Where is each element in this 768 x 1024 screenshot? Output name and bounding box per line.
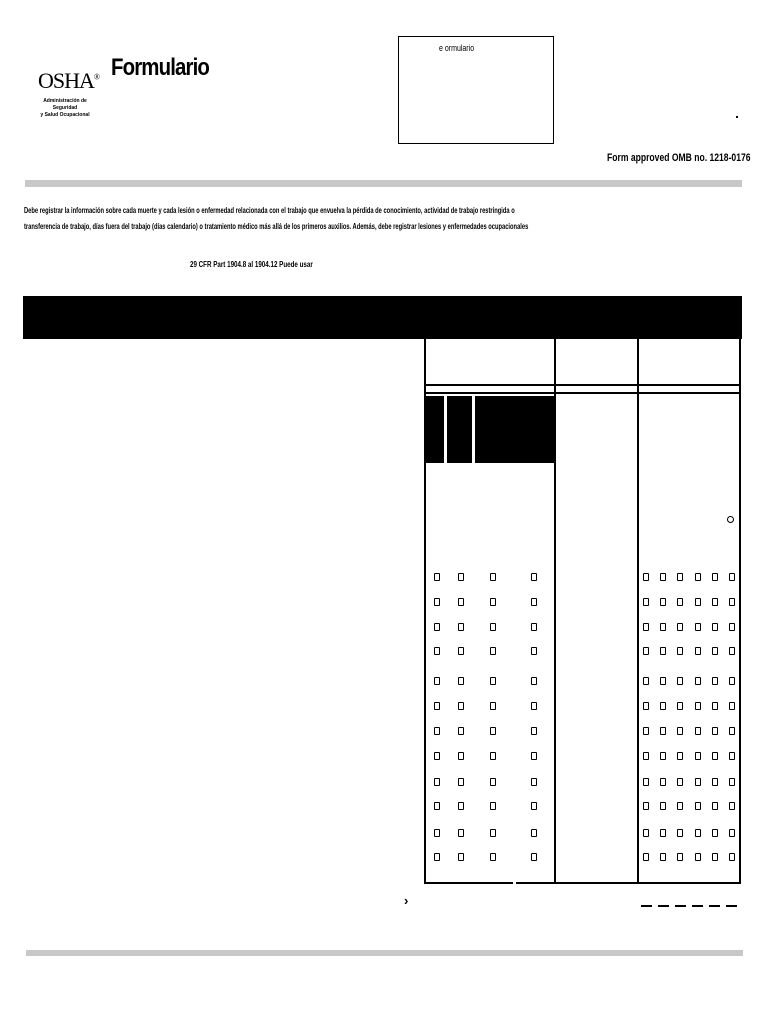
checkbox[interactable]	[490, 623, 496, 631]
checkbox[interactable]	[729, 598, 735, 606]
checkbox[interactable]	[643, 677, 649, 685]
checkbox[interactable]	[490, 829, 496, 837]
checkbox[interactable]	[643, 829, 649, 837]
checkbox[interactable]	[712, 853, 718, 861]
intro-text: Debe registrar la información sobre cada muerte y cada lesión o enfermedad relacionada con el trabajo que envuelva la pérdida de conocimiento, actividad de trabajo restringida o transferencia de trabajo, días fuera del trabajo (días calendario) o tratamiento médico más allá de los primeros auxilios. Además, debe registrar lesiones y enfermedades ocupacionales	[24, 206, 529, 231]
header-box-label: e ormulario	[439, 43, 475, 53]
page-title: Formulario	[111, 54, 210, 81]
checkbox[interactable]	[643, 598, 649, 606]
cfr-reference: 29 CFR Part 1904.8 al 1904.12 Puede usar	[190, 260, 313, 269]
footer-arrow: ›	[404, 893, 409, 908]
checkbox[interactable]	[458, 778, 464, 786]
osha-logo	[38, 68, 99, 119]
checkbox[interactable]	[729, 623, 735, 631]
checkbox[interactable]	[643, 702, 649, 710]
checkbox[interactable]	[695, 647, 701, 655]
checkbox[interactable]	[490, 598, 496, 606]
checkbox[interactable]	[434, 752, 440, 760]
checkbox[interactable]	[643, 778, 649, 786]
checkbox[interactable]	[458, 647, 464, 655]
double-line-bottom	[424, 392, 741, 394]
checkbox[interactable]	[434, 727, 440, 735]
checkbox[interactable]	[729, 802, 735, 810]
checkbox[interactable]	[643, 623, 649, 631]
table-bottom-line-left	[424, 882, 513, 884]
checkbox[interactable]	[695, 727, 701, 735]
checkbox[interactable]	[660, 802, 666, 810]
col-line-4	[739, 339, 741, 884]
double-line-top	[424, 384, 741, 386]
top-divider	[25, 180, 742, 187]
checkbox[interactable]	[677, 647, 683, 655]
checkbox[interactable]	[531, 727, 537, 735]
checkbox[interactable]	[660, 623, 666, 631]
checkbox[interactable]	[531, 573, 537, 581]
checkbox[interactable]	[643, 647, 649, 655]
checkbox[interactable]	[695, 573, 701, 581]
checkbox[interactable]	[531, 829, 537, 837]
checkbox[interactable]	[729, 829, 735, 837]
subheader-block-1	[426, 396, 444, 463]
table-header-band	[23, 296, 742, 339]
col-line-2	[554, 339, 556, 884]
checkbox[interactable]	[434, 853, 440, 861]
checkbox[interactable]	[677, 853, 683, 861]
osha-logo-text: OSHA®	[38, 68, 99, 93]
total-dash	[709, 905, 720, 907]
checkbox[interactable]	[643, 802, 649, 810]
checkbox[interactable]	[712, 647, 718, 655]
checkbox[interactable]	[712, 677, 718, 685]
total-dash	[658, 905, 669, 907]
checkbox[interactable]	[677, 623, 683, 631]
checkbox[interactable]	[490, 853, 496, 861]
checkbox[interactable]	[458, 752, 464, 760]
col-line-3	[637, 339, 639, 884]
checkbox[interactable]	[677, 573, 683, 581]
checkbox[interactable]	[531, 802, 537, 810]
checkbox[interactable]	[695, 702, 701, 710]
checkbox[interactable]	[490, 702, 496, 710]
checkbox[interactable]	[531, 853, 537, 861]
checkbox[interactable]	[434, 647, 440, 655]
checkbox[interactable]	[531, 677, 537, 685]
checkbox[interactable]	[434, 677, 440, 685]
checkbox[interactable]	[660, 702, 666, 710]
checkbox[interactable]	[677, 829, 683, 837]
checkbox[interactable]	[729, 702, 735, 710]
checkbox[interactable]	[677, 598, 683, 606]
subheader-block-3	[475, 396, 554, 463]
checkbox[interactable]	[660, 647, 666, 655]
checkbox[interactable]	[712, 727, 718, 735]
checkbox[interactable]	[643, 573, 649, 581]
checkbox[interactable]	[729, 573, 735, 581]
checkbox[interactable]	[729, 727, 735, 735]
checkbox[interactable]	[434, 573, 440, 581]
checkbox[interactable]	[712, 702, 718, 710]
header-box	[398, 36, 554, 144]
checkbox[interactable]	[695, 598, 701, 606]
checkbox[interactable]	[531, 647, 537, 655]
checkbox[interactable]	[729, 647, 735, 655]
total-dash	[692, 905, 703, 907]
checkbox[interactable]	[434, 802, 440, 810]
table-bottom-line-right	[516, 882, 741, 884]
checkbox[interactable]	[643, 752, 649, 760]
checkbox[interactable]	[729, 778, 735, 786]
total-dash	[641, 905, 652, 907]
osha-logo-subtitle: Administración de Seguridad y Salud Ocupacional	[40, 98, 90, 118]
checkbox[interactable]	[660, 853, 666, 861]
omb-number: Form approved OMB no. 1218-0176	[607, 152, 751, 164]
checkbox[interactable]	[434, 778, 440, 786]
checkbox[interactable]	[458, 829, 464, 837]
checkbox[interactable]	[677, 752, 683, 760]
checkbox[interactable]	[695, 829, 701, 837]
checkbox[interactable]	[712, 829, 718, 837]
checkbox[interactable]	[490, 802, 496, 810]
checkbox[interactable]	[458, 623, 464, 631]
checkbox[interactable]	[660, 778, 666, 786]
checkbox[interactable]	[490, 727, 496, 735]
checkbox[interactable]	[434, 623, 440, 631]
checkbox[interactable]	[531, 778, 537, 786]
checkbox[interactable]	[434, 829, 440, 837]
checkbox[interactable]	[712, 752, 718, 760]
checkbox[interactable]	[729, 677, 735, 685]
checkbox[interactable]	[677, 727, 683, 735]
checkbox[interactable]	[712, 573, 718, 581]
checkbox[interactable]	[695, 802, 701, 810]
checkbox[interactable]	[434, 598, 440, 606]
total-dash	[675, 905, 686, 907]
checkbox[interactable]	[490, 778, 496, 786]
checkbox[interactable]	[729, 853, 735, 861]
checkbox[interactable]	[695, 623, 701, 631]
checkbox[interactable]	[677, 778, 683, 786]
checkbox[interactable]	[677, 677, 683, 685]
checkbox[interactable]	[660, 829, 666, 837]
checkbox[interactable]	[458, 853, 464, 861]
checkbox[interactable]	[677, 702, 683, 710]
checkbox[interactable]	[531, 623, 537, 631]
total-dash	[726, 905, 737, 907]
checkbox[interactable]	[458, 677, 464, 685]
checkbox[interactable]	[490, 647, 496, 655]
checkbox[interactable]	[434, 702, 440, 710]
checkbox[interactable]	[660, 677, 666, 685]
checkbox[interactable]	[643, 727, 649, 735]
checkbox[interactable]	[531, 598, 537, 606]
checkbox[interactable]	[660, 752, 666, 760]
checkbox[interactable]	[458, 573, 464, 581]
checkbox[interactable]	[695, 778, 701, 786]
checkbox[interactable]	[458, 727, 464, 735]
checkbox[interactable]	[712, 802, 718, 810]
checkbox[interactable]	[660, 598, 666, 606]
checkbox[interactable]	[677, 802, 683, 810]
checkbox[interactable]	[643, 853, 649, 861]
checkbox[interactable]	[712, 623, 718, 631]
checkbox[interactable]	[729, 752, 735, 760]
checkbox[interactable]	[490, 573, 496, 581]
checkbox[interactable]	[490, 752, 496, 760]
checkbox[interactable]	[660, 573, 666, 581]
checkbox[interactable]	[695, 853, 701, 861]
checkbox[interactable]	[458, 802, 464, 810]
checkbox[interactable]	[712, 778, 718, 786]
checkbox[interactable]	[490, 677, 496, 685]
subheader-block-2	[447, 396, 472, 463]
checkbox[interactable]	[712, 598, 718, 606]
checkbox[interactable]	[531, 702, 537, 710]
checkbox[interactable]	[660, 727, 666, 735]
checkbox[interactable]	[458, 702, 464, 710]
dot-mark	[736, 116, 738, 118]
checkbox[interactable]	[458, 598, 464, 606]
checkbox[interactable]	[531, 752, 537, 760]
circle-mark	[727, 516, 734, 523]
bottom-divider	[26, 950, 743, 956]
checkbox[interactable]	[695, 752, 701, 760]
checkbox[interactable]	[695, 677, 701, 685]
